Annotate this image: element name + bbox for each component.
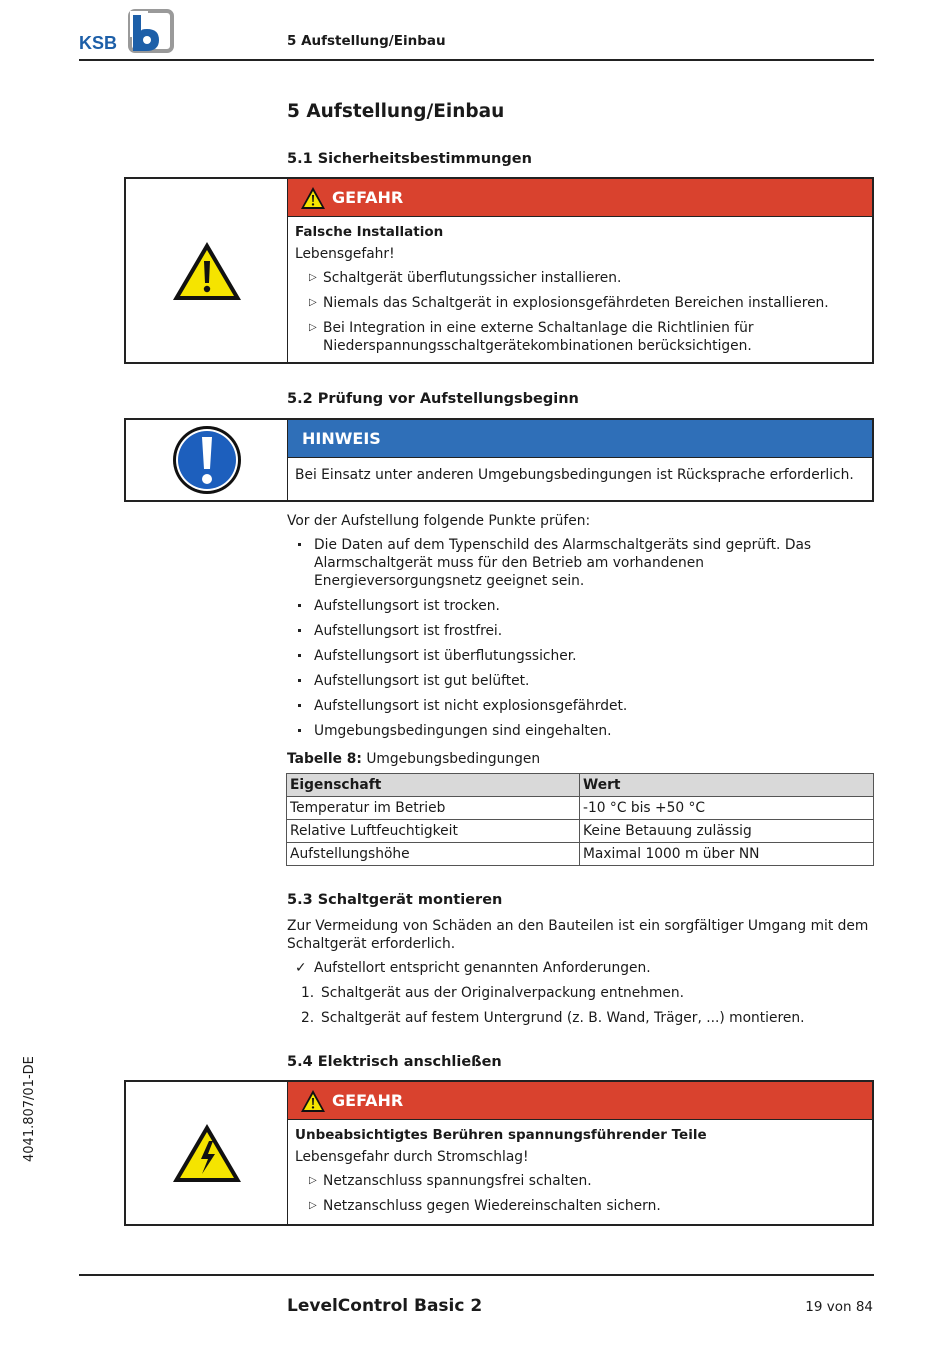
square-bullet-icon — [298, 604, 301, 607]
column-header: Wert — [580, 774, 874, 797]
step-item: 2. Schaltgerät auf festem Untergrund (z. B. Wand, Träger, ...) montieren. — [301, 1010, 805, 1026]
checks-intro: Vor der Aufstellung folgende Punkte prüfen: — [287, 513, 591, 529]
chapter-title: 5 Aufstellung/Einbau — [287, 101, 505, 122]
warning-triangle-icon — [300, 186, 326, 210]
list-item: Die Daten auf dem Typenschild des Alarmschaltgeräts sind geprüft. Das Alarmschaltgerät muss für den Betrieb am vorhandenen Energieversorgungsnetz geeignet sein. — [287, 536, 873, 590]
mounting-steps — [287, 959, 873, 1034]
section-5-1-title: 5.1 Sicherheitsbestimmungen — [287, 151, 532, 167]
square-bullet-icon — [298, 704, 301, 707]
column-header: Eigenschaft — [287, 774, 580, 797]
checks-list — [287, 536, 873, 747]
signal-bar-danger — [288, 1082, 872, 1120]
list-item: Aufstellungsort ist frostfrei. — [287, 622, 873, 640]
table-row — [287, 843, 874, 866]
triangle-bullet-icon: ▷ — [309, 1175, 317, 1186]
table-cell: Aufstellungshöhe — [287, 843, 580, 866]
note-text: Bei Einsatz unter anderen Umgebungsbedingungen ist Rücksprache erforderlich. — [295, 467, 854, 483]
step-item: 1. Schaltgerät aus der Originalverpackung entnehmen. — [301, 985, 685, 1001]
list-item: ▷ Netzanschluss gegen Wiedereinschalten sichern. — [309, 1198, 661, 1214]
square-bullet-icon — [298, 543, 301, 546]
danger-notice-installation — [124, 177, 874, 364]
table-cell: Keine Betauung zulässig — [580, 820, 874, 843]
table-cell: Temperatur im Betrieb — [287, 797, 580, 820]
mandatory-exclamation-icon — [172, 425, 242, 495]
table-caption — [287, 751, 540, 767]
electrical-hazard-icon — [171, 1121, 243, 1185]
triangle-bullet-icon: ▷ — [309, 272, 317, 283]
section-5-3-title: 5.3 Schaltgerät montieren — [287, 892, 503, 908]
table-caption-label: Tabelle 8: — [287, 751, 362, 767]
table-row — [287, 820, 874, 843]
hazard-title: Falsche Installation — [295, 224, 444, 240]
list-item: ▷ Bei Integration in eine externe Schaltanlage die Richtlinien für Niederspannungsschaltgerätekombinationen berücksichtigen. — [309, 320, 754, 354]
action-list — [295, 269, 866, 355]
environment-table — [286, 773, 874, 866]
checkmark-icon: ✓ — [295, 960, 307, 976]
signal-word: GEFAHR — [332, 1091, 404, 1110]
footer-product-name: LevelControl Basic 2 — [287, 1296, 483, 1316]
symbol-column — [126, 420, 288, 500]
list-item: ▷ Schaltgerät überflutungssicher installieren. — [309, 270, 622, 286]
table-cell: Maximal 1000 m über NN — [580, 843, 874, 866]
signal-word: HINWEIS — [302, 429, 381, 448]
header-rule — [79, 59, 874, 61]
signal-bar-note — [288, 420, 872, 458]
precondition-item: ✓ Aufstellort entspricht genannten Anforderungen. — [295, 960, 651, 976]
hazard-consequence: Lebensgefahr durch Stromschlag! — [295, 1149, 529, 1165]
document-number: 4041.807/01-DE — [22, 1056, 37, 1162]
list-item: Aufstellungsort ist nicht explosionsgefährdet. — [287, 697, 873, 715]
svg-text:KSB: KSB — [79, 33, 118, 53]
running-header: 5 Aufstellung/Einbau — [287, 33, 446, 49]
table-cell: Relative Luftfeuchtigkeit — [287, 820, 580, 843]
signal-word: GEFAHR — [332, 188, 404, 207]
list-item: Aufstellungsort ist überflutungssicher. — [287, 647, 873, 665]
triangle-bullet-icon: ▷ — [309, 322, 317, 333]
triangle-bullet-icon: ▷ — [309, 1200, 317, 1211]
action-list — [295, 1172, 866, 1215]
list-item: Umgebungsbedingungen sind eingehalten. — [287, 722, 873, 740]
triangle-bullet-icon: ▷ — [309, 297, 317, 308]
list-item: ▷ Niemals das Schaltgerät in explosionsgefährdeten Bereichen installieren. — [309, 295, 829, 311]
section-5-4-title: 5.4 Elektrisch anschließen — [287, 1054, 502, 1070]
signal-bar-danger — [288, 179, 872, 217]
list-item: ▷ Netzanschluss spannungsfrei schalten. — [309, 1173, 592, 1189]
list-item: Aufstellungsort ist trocken. — [287, 597, 873, 615]
mounting-intro: Zur Vermeidung von Schäden an den Bauteilen ist ein sorgfältiger Umgang mit dem Schaltgerät erforderlich. — [287, 918, 869, 952]
square-bullet-icon — [298, 729, 301, 732]
square-bullet-icon — [298, 629, 301, 632]
hazard-title: Unbeabsichtigtes Berühren spannungsführender Teile — [295, 1127, 707, 1143]
table-cell: -10 °C bis +50 °C — [580, 797, 874, 820]
note-notice — [124, 418, 874, 502]
table-caption-text: Umgebungsbedingungen — [366, 751, 541, 767]
footer-rule — [79, 1274, 874, 1276]
symbol-column — [126, 1082, 288, 1224]
ksb-logo — [79, 9, 175, 53]
square-bullet-icon — [298, 654, 301, 657]
page-number: 19 von 84 — [805, 1299, 873, 1315]
hazard-consequence: Lebensgefahr! — [295, 246, 395, 262]
symbol-column — [126, 179, 288, 362]
danger-notice-electrical — [124, 1080, 874, 1226]
warning-triangle-icon — [171, 239, 243, 303]
square-bullet-icon — [298, 679, 301, 682]
warning-triangle-icon — [300, 1089, 326, 1113]
table-row — [287, 797, 874, 820]
list-item: Aufstellungsort ist gut belüftet. — [287, 672, 873, 690]
section-5-2-title: 5.2 Prüfung vor Aufstellungsbeginn — [287, 391, 579, 407]
table-header-row — [287, 774, 874, 797]
